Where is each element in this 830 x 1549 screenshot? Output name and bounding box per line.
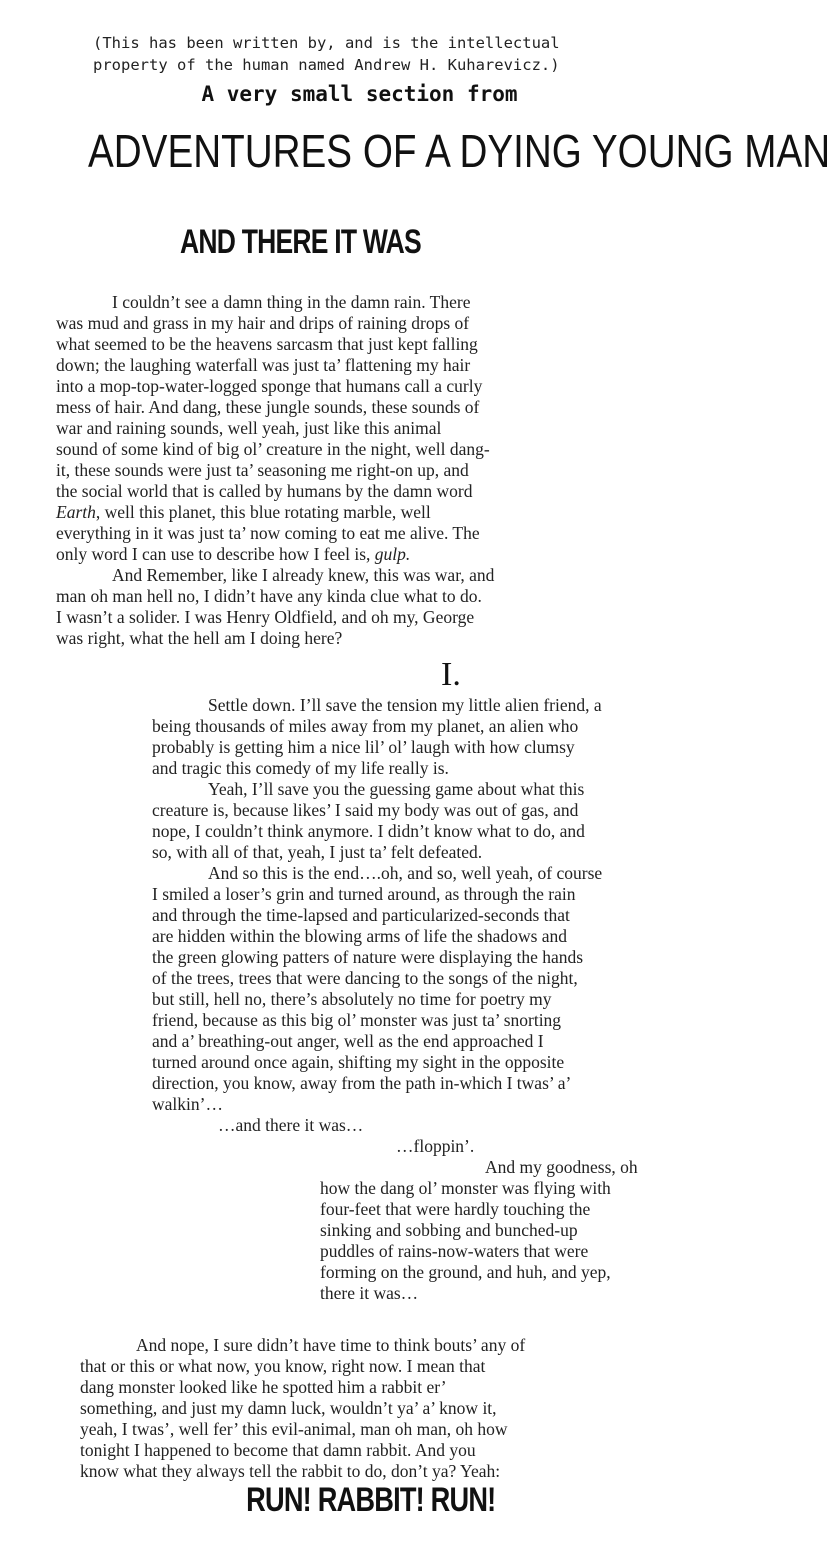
copyright-line-1: (This has been written by, and is the intellectual bbox=[93, 34, 560, 52]
text-line: And nope, I sure didn’t have time to think bouts’ any of bbox=[136, 1335, 526, 1355]
text-line: what seemed to be the heavens sarcasm that just kept falling bbox=[56, 334, 478, 354]
chapter-numeral: I. bbox=[441, 656, 461, 693]
copyright-notice bbox=[93, 32, 560, 76]
text-line: nope, I couldn’t think anymore. I didn’t know what to do, and bbox=[152, 821, 585, 841]
text-line: was right, what the hell am I doing here? bbox=[56, 628, 343, 648]
text-line: was mud and grass in my hair and drips of raining drops of bbox=[56, 313, 470, 333]
text-line: four-feet that were hardly touching the bbox=[320, 1199, 591, 1219]
text-line: I couldn’t see a damn thing in the damn rain. There bbox=[112, 292, 471, 312]
text-line: the social world that is called by humans by the damn word bbox=[56, 481, 473, 501]
paragraph-4 bbox=[152, 779, 585, 863]
text-line: man oh man hell no, I didn’t have any kinda clue what to do. bbox=[56, 586, 482, 606]
text-line: and through the time-lapsed and particularized-seconds that bbox=[152, 905, 570, 925]
text-line: war and raining sounds, well yeah, just like this animal bbox=[56, 418, 442, 438]
text-line: direction, you know, away from the path in-which I twas’ a’ bbox=[152, 1073, 572, 1093]
text-fragment: , well this planet, this blue rotating marble, well bbox=[95, 502, 431, 522]
text-line-earth bbox=[56, 502, 490, 523]
text-line: Settle down. I’ll save the tension my little alien friend, a bbox=[208, 695, 602, 715]
paragraph-3 bbox=[152, 695, 602, 779]
text-line: being thousands of miles away from my planet, an alien who bbox=[152, 716, 579, 736]
copyright-line-2: property of the human named Andrew H. Kuharevicz.) bbox=[93, 56, 560, 74]
text-fragment: only word I can use to describe how I feel is, bbox=[56, 544, 375, 564]
text-line: down; the laughing waterfall was just ta’ flattening my hair bbox=[56, 355, 471, 375]
text-line: but still, hell no, there’s absolutely no time for poetry my bbox=[152, 989, 552, 1009]
text-line: everything in it was just ta’ now coming to eat me alive. The bbox=[56, 523, 480, 543]
paragraph-2 bbox=[56, 565, 494, 649]
paragraph-1 bbox=[56, 292, 490, 565]
subtitle: A very small section from bbox=[201, 82, 518, 106]
text-line: there it was… bbox=[320, 1283, 419, 1303]
text-line: the green glowing patters of nature were displaying the hands bbox=[152, 947, 584, 967]
text-line: …floppin’. bbox=[396, 1136, 475, 1156]
text-line: and tragic this comedy of my life really is. bbox=[152, 758, 449, 778]
text-line: creature is, because likes’ I said my body was out of gas, and bbox=[152, 800, 579, 820]
text-line: mess of hair. And dang, these jungle sounds, these sounds of bbox=[56, 397, 480, 417]
text-line: how the dang ol’ monster was flying with bbox=[320, 1178, 611, 1198]
text-line: And my goodness, oh bbox=[485, 1157, 638, 1177]
text-line: I wasn’t a solider. I was Henry Oldfield, and oh my, George bbox=[56, 607, 475, 627]
text-line-gulp bbox=[56, 544, 490, 565]
text-line: so, with all of that, yeah, I just ta’ felt defeated. bbox=[152, 842, 483, 862]
text-line: friend, because as this big ol’ monster was just ta’ snorting bbox=[152, 1010, 562, 1030]
italic-earth: Earth bbox=[56, 502, 96, 522]
text-line: dang monster looked like he spotted him a rabbit er’ bbox=[80, 1377, 447, 1397]
text-line: puddles of rains-now-waters that were bbox=[320, 1241, 589, 1261]
text-line: forming on the ground, and huh, and yep, bbox=[320, 1262, 611, 1282]
text-line: something, and just my damn luck, wouldn’t ya’ a’ know it, bbox=[80, 1398, 497, 1418]
text-line: into a mop-top-water-logged sponge that humans call a curly bbox=[56, 376, 483, 396]
section-heading: AND THERE IT WAS bbox=[180, 223, 421, 261]
text-line: are hidden within the blowing arms of life the shadows and bbox=[152, 926, 568, 946]
text-line: sound of some kind of big ol’ creature in the night, well dang- bbox=[56, 439, 490, 459]
text-line: yeah, I twas’, well fer’ this evil-animal, man oh man, oh how bbox=[80, 1419, 508, 1439]
text-line: turned around once again, shifting my sight in the opposite bbox=[152, 1052, 565, 1072]
book-title: ADVENTURES OF A DYING YOUNG MAN bbox=[88, 125, 830, 177]
paragraph-7 bbox=[396, 1136, 474, 1157]
text-line: probably is getting him a nice lil’ ol’ laugh with how clumsy bbox=[152, 737, 575, 757]
text-line: I smiled a loser’s grin and turned around, as through the rain bbox=[152, 884, 576, 904]
text-line: Yeah, I’ll save you the guessing game about what this bbox=[208, 779, 585, 799]
closing-heading: RUN! RABBIT! RUN! bbox=[246, 1481, 496, 1519]
text-line: and a’ breathing-out anger, well as the end approached I bbox=[152, 1031, 544, 1051]
paragraph-6 bbox=[218, 1115, 363, 1136]
text-line: …and there it was… bbox=[218, 1115, 364, 1135]
text-line: it, these sounds were just ta’ seasoning me right-on up, and bbox=[56, 460, 469, 480]
text-line: sinking and sobbing and bunched-up bbox=[320, 1220, 578, 1240]
text-line: tonight I happened to become that damn rabbit. And you bbox=[80, 1440, 476, 1460]
text-line: that or this or what now, you know, right now. I mean that bbox=[80, 1356, 486, 1376]
text-line: And so this is the end….oh, and so, well yeah, of course bbox=[208, 863, 603, 883]
text-line: And Remember, like I already knew, this was war, and bbox=[112, 565, 495, 585]
text-line: walkin’… bbox=[152, 1094, 223, 1114]
paragraph-9 bbox=[80, 1335, 525, 1482]
text-line: know what they always tell the rabbit to do, don’t ya? Yeah: bbox=[80, 1461, 501, 1481]
text-line: of the trees, trees that were dancing to the songs of the night, bbox=[152, 968, 578, 988]
paragraph-8 bbox=[320, 1157, 638, 1304]
paragraph-5 bbox=[152, 863, 602, 1115]
italic-gulp: gulp. bbox=[374, 544, 411, 564]
